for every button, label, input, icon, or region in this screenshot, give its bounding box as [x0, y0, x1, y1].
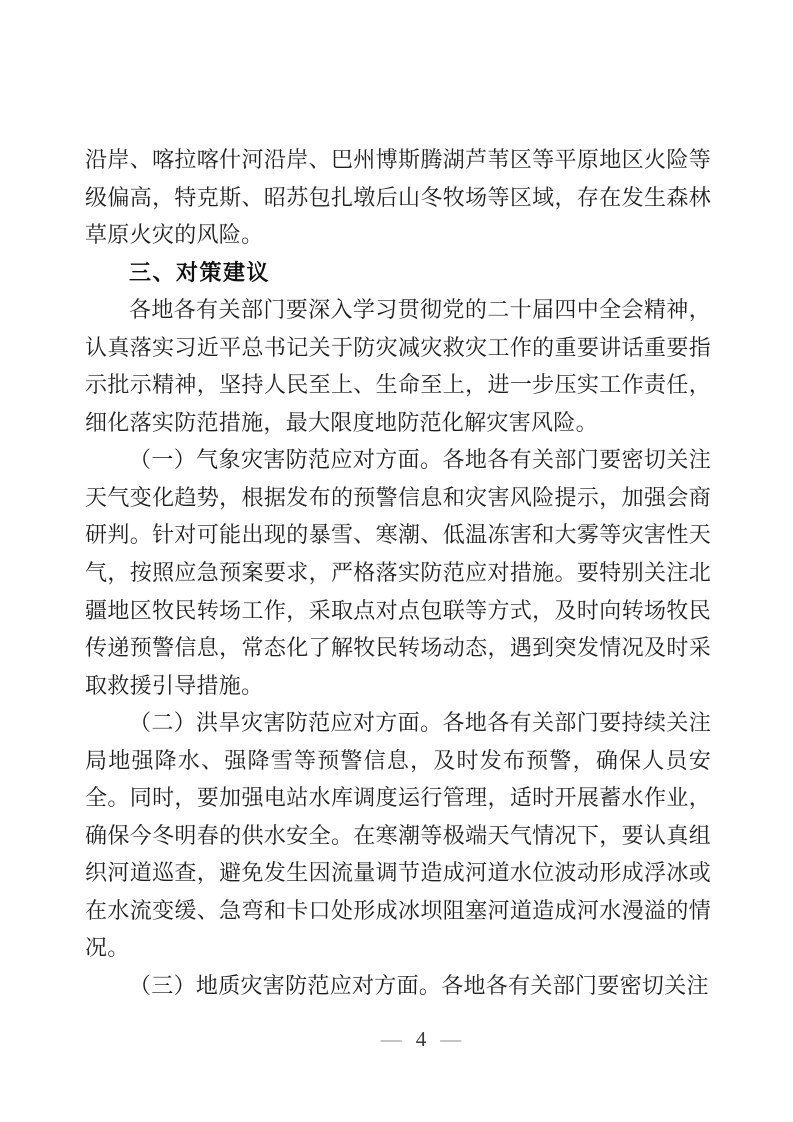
page-number: 4 — [415, 1027, 427, 1051]
paragraph — [85, 967, 711, 1005]
paragraph — [85, 704, 711, 967]
paragraph-continuation: 沿岸、喀拉喀什河沿岸、巴州博斯腾湖芦苇区等平原地区火险等级偏高，特克斯、昭苏包扎墩后山冬牧场等区域，存在发生森林草原火灾的风险。 — [85, 147, 711, 248]
page-number-dash-right: — — [440, 1027, 462, 1051]
document-body — [85, 141, 711, 1005]
section-heading: 三、对策建议 — [129, 259, 271, 285]
page-footer — [381, 1026, 462, 1052]
paragraph — [85, 441, 711, 704]
paragraph-text: 各地各有关部门要密切关注 — [441, 973, 709, 999]
subsection-lead: （一）气象灾害防范应对方面。 — [129, 447, 443, 473]
subsection-lead: （二）洪旱灾害防范应对方面。 — [129, 710, 443, 736]
paragraph-text: 各地各有关部门要密切关注天气变化趋势，根据发布的预警信息和灾害风险提示，加强会商研判。针对可能出现的暴雪、寒潮、低温冻害和大雾等灾害性天气，按照应急预案要求，严格落实防范应对措施。要特别关注北疆地区牧民转场工作，采取点对点包联等方式，及时向转场牧民传递预警信息，常态化了解牧民转场动态，遇到突发情况及时采取救援引导措施。 — [85, 447, 712, 698]
paragraph-text: 各地各有关部门要持续关注局地强降水、强降雪等预警信息，及时发布预警，确保人员安全。同时，要加强电站水库调度运行管理，适时开展蓄水作业，确保今冬明春的供水安全。在寒潮等极端天气情况下，要认真组织河道巡查，避免发生因流量调节造成河道水位波动形成浮冰或在水流变缓、急弯和卡口处形成冰坝阻塞河道造成河水漫溢的情况。 — [85, 710, 712, 961]
subsection-lead: （三）地质灾害防范应对方面。 — [129, 973, 442, 999]
paragraph: 各地各有关部门要深入学习贯彻党的二十届四中全会精神，认真落实习近平总书记关于防灾减灾救灾工作的重要讲话重要指示批示精神，坚持人民至上、生命至上，进一步压实工作责任，细化落实防范措施，最大限度地防范化解灾害风险。 — [85, 297, 711, 435]
page-number-dash-left: — — [380, 1027, 402, 1051]
